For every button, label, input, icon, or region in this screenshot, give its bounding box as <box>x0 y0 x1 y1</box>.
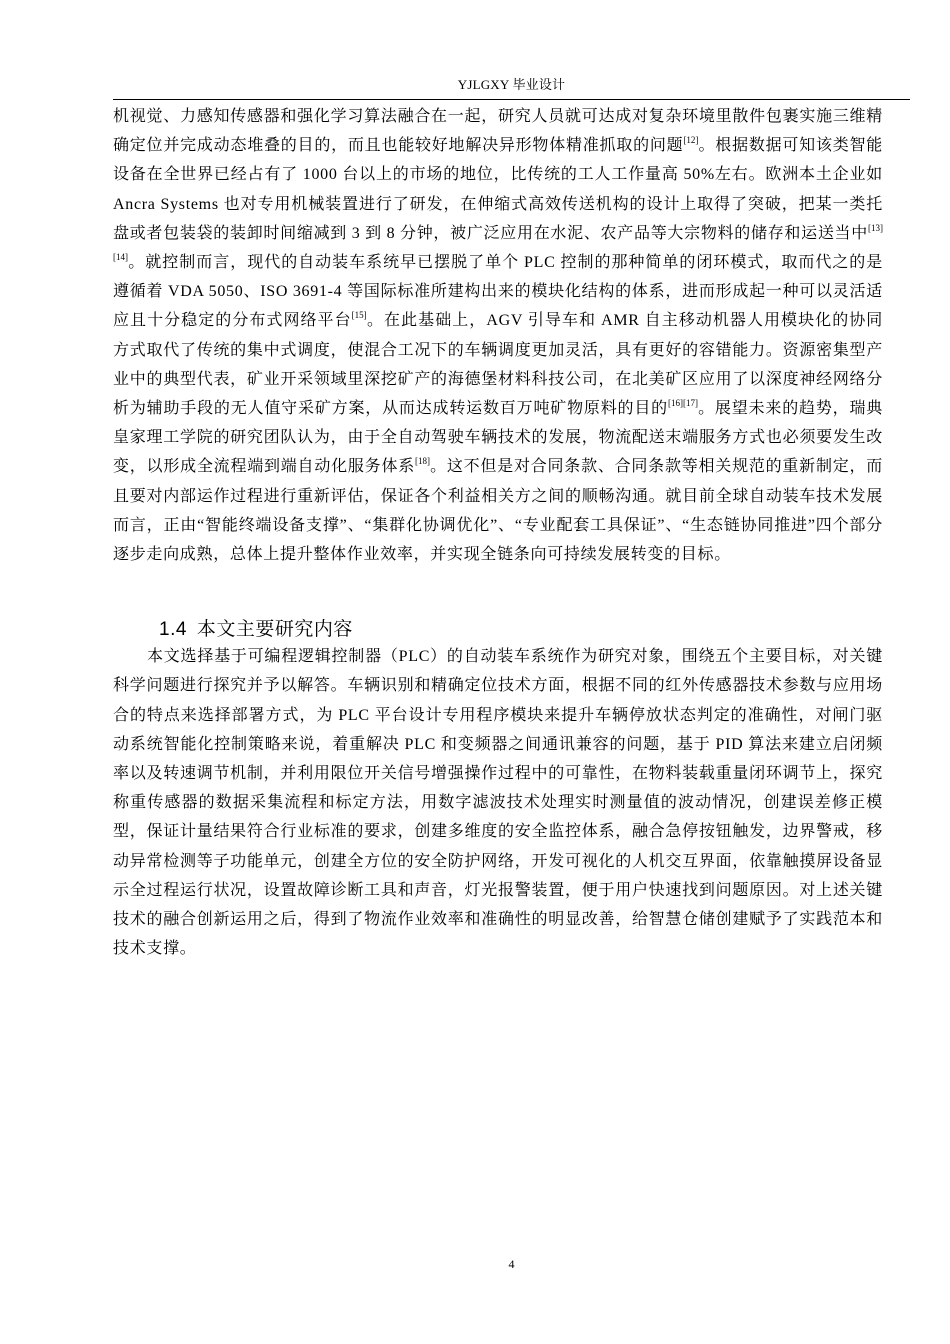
section-number: 1.4 <box>159 619 187 641</box>
page-number: 4 <box>508 1257 515 1271</box>
body-paragraph-continued <box>113 102 883 569</box>
citation-13-14: [13][14] <box>113 222 883 263</box>
running-header: YJLGXY 毕业设计 <box>457 77 566 92</box>
paragraph-text: 。根据数据可知该类智能设备在全世界已经占有了 1000 台以上的市场的地位，比传统的工人工作量高 50%左右。欧洲本土企业如 Ancra Systems 也对专用机械装置进行了研发，在伸缩式高效传送机构的设计上取得了突破，把某一类托盘或者包装袋的装卸时间缩减到 3 到 8 分钟，被广泛应用在水泥、农产品等大宗物料的储存和运送当中 <box>113 137 883 242</box>
citation-12: [12] <box>683 135 699 146</box>
page-body <box>113 102 883 963</box>
citation-16-17: [16][17] <box>668 398 698 409</box>
body-paragraph: 本文选择基于可编程逻辑控制器（PLC）的自动装车系统作为研究对象，围绕五个主要目标，对关键科学问题进行探究并予以解答。车辆识别和精确定位技术方面，根据不同的红外传感器技术参数与应用场合的特点来选择部署方式，为 PLC 平台设计专用程序模块来提升车辆停放状态判定的准确性，对闸门驱动系统智能化控制策略来说，着重解决 PLC 和变频器之间通讯兼容的问题，基于 PID 算法来建立启闭频率以及转速调节机制，并利用限位开关信号增强操作过程中的可靠性，在物料装载重量闭环调节上，探究称重传感器的数据采集流程和标定方法，用数字滤波技术处理实时测量值的波动情况，创建误差修正模型，保证计量结果符合行业标准的要求，创建多维度的安全监控体系，融合急停按钮触发，边界警戒，移动异常检测等子功能单元，创建全方位的安全防护网络，开发可视化的人机交互界面，依靠触摸屏设备显示全过程运行状况，设置故障诊断工具和声音，灯光报警装置，便于用户快速找到问题原因。对上述关键技术的融合创新运用之后，得到了物流作业效率和准确性的明显改善，给智慧仓储创建赋予了实践范本和技术支撑。 <box>113 648 883 958</box>
header-rule <box>113 99 910 100</box>
paragraph-text: 机视觉、力感知传感器和强化学习算法融合在一起，研究人员就可达成对复杂环境里散件包裹实施三维精确定位并完成动态堆叠的目的，而且也能较好地解决异形物体精准抓取的问题 <box>113 108 883 155</box>
paragraph-text: 。这不但是对合同条款、合同条款等相关规范的重新制定，而且要对内部运作过程进行重新评估，保证各个利益相关方之间的顺畅沟通。就目前全球自动装车技术发展而言，正由“智能终端设备支撑”、“集群化协调优化”、“专业配套工具保证”、“生态链协同推进”四个部分逐步走向成熟，总体上提升整体作业效率，并实现全链条向可持续发展转变的目标。 <box>113 458 883 564</box>
section-heading <box>113 617 883 690</box>
section-title: 本文主要研究内容 <box>196 619 353 641</box>
citation-18: [18] <box>415 456 430 467</box>
citation-15: [15] <box>351 310 367 321</box>
paragraph-text: 。展望未来的趋势，瑞典皇家理工学院的研究团队认为，由于全自动驾驶车辆技术的发展，物流配送末端服务方式也必须要发生改变，以形成全流程端到端自动化服务体系 <box>113 400 883 476</box>
paragraph-text: 。在此基础上，AGV 引导车和 AMR 自主移动机器人用模块化的协同方式取代了传统的集中式调度，使混合工况下的车辆调度更加灵活，具有更好的容错能力。资源密集型产业中的典型代表，矿业开采领域里深挖矿产的海德堡材料科技公司，在北美矿区应用了以深度神经网络分析为辅助手段的无人值守采矿方案，从而达成转运数百万吨矿物原料的目的 <box>113 312 883 418</box>
paragraph-text: 。就控制而言，现代的自动装车系统早已摆脱了单个 PLC 控制的那种简单的闭环模式，取而代之的是遵循着 VDA 5050、ISO 3691-4 等国际标准所建构出来的模块化结构的体系，进而形成起一种可以灵活适应且十分稳定的分布式网络平台 <box>113 254 883 330</box>
